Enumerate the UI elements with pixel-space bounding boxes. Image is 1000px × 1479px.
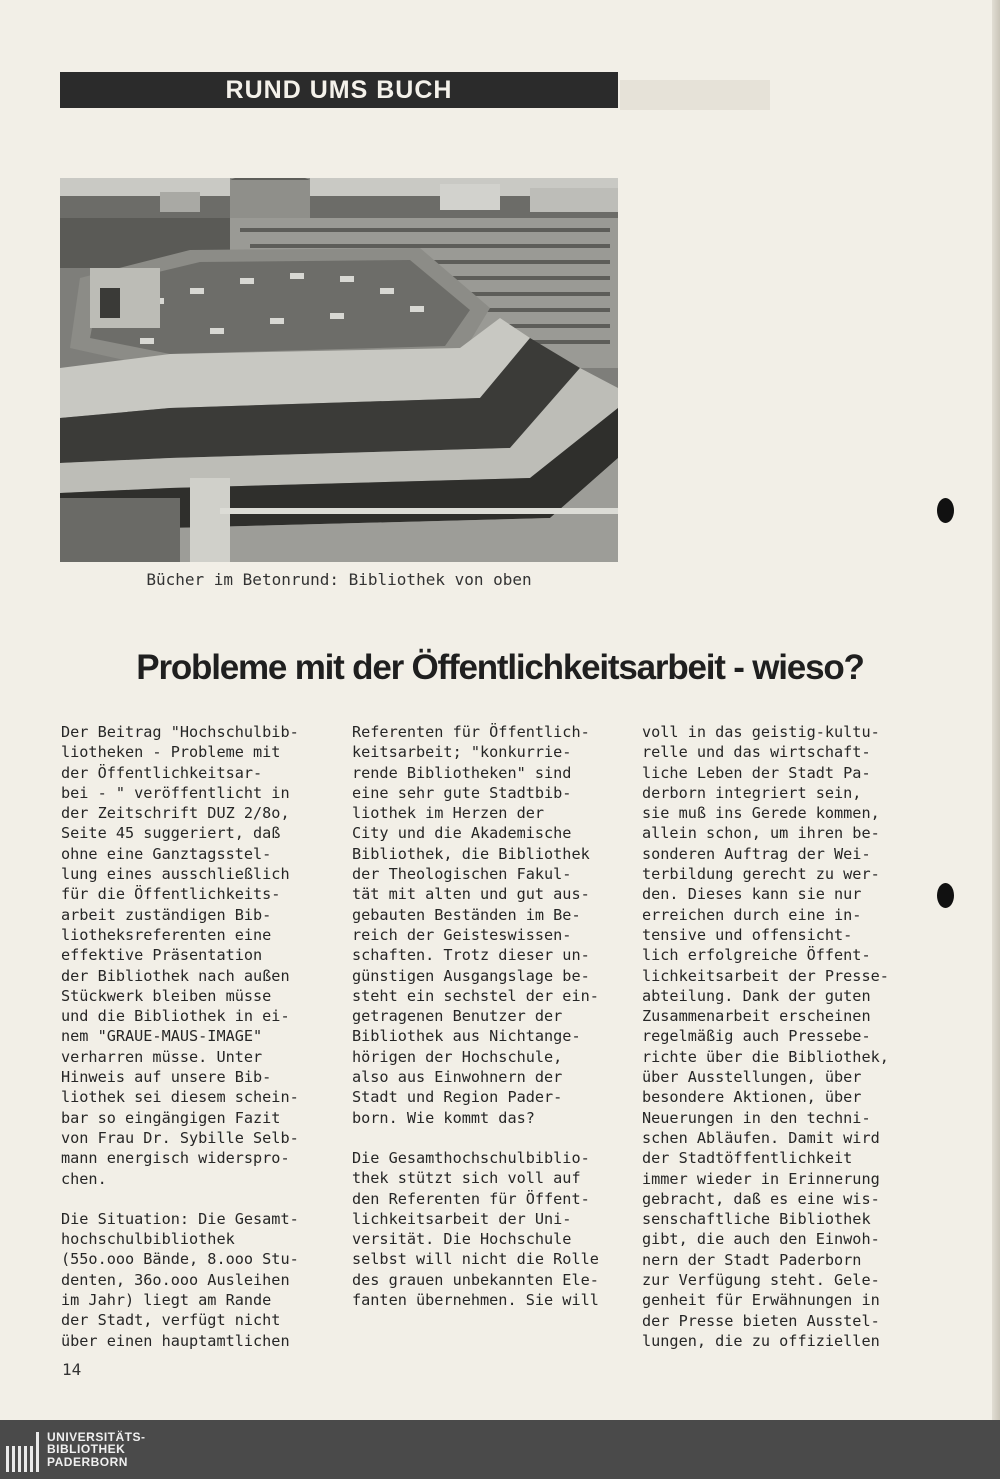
logo-line: BIBLIOTHEK bbox=[47, 1442, 126, 1457]
library-aerial-photo bbox=[60, 178, 618, 562]
article-headline: Probleme mit der Öffentlichkeitsarbeit - wieso? bbox=[136, 648, 864, 687]
paragraph: Die Situation: Die Gesamt- hochschulbibliothek (55o.ooo Bände, 8.ooo Stu- denten, 36o.ooo Ausleihen im Jahr) liegt am Rande der Stadt, verfügt nicht über einen hauptamtlichen bbox=[61, 1209, 299, 1350]
library-logo-text bbox=[47, 1431, 146, 1469]
library-footer-bar bbox=[0, 1420, 1000, 1479]
paragraph: Der Beitrag "Hochschulbib- liotheken - Probleme mit der Öffentlichkeitsar- bei - " veröffentlicht in der Zeitschrift DUZ 2/8o, Seite 45 suggeriert, daß ohne eine Ganztagsstel- lung eines ausschließlich für die Öffentlichkeits- arbeit zuständigen Bib- liotheksreferenten eine effektive Präsentation der Bibliothek nach außen Stückwerk bleiben müsse und die Bibliothek in ei- nem "GRAUE-MAUS-IMAGE" verharren müsse. Unter Hinweis auf unsere Bib- liothek sei diesem schein- bar so eingängigen Fazit von Frau Dr. Sybille Selb- mann energisch widerspro- chen. bbox=[61, 723, 299, 1188]
logo-line: PADERBORN bbox=[47, 1454, 128, 1469]
punch-hole bbox=[937, 498, 954, 523]
punch-hole bbox=[937, 883, 954, 908]
photo-caption: Bücher im Betonrund: Bibliothek von oben bbox=[146, 570, 532, 589]
paragraph: Referenten für Öffentlich- keitsarbeit; "konkurrie- rende Bibliotheken" sind eine sehr gute Stadtbib- liothek im Herzen der City und die Akademische Bibliothek, die Bibliothek der Theologischen Fakul- tät mit alten und gut aus- gebauten Beständen im Be- reich der Geisteswissen- schaften. Trotz dieser un- günstigen Ausgangslage be- steht ein sechstel der ein- getragenen Benutzer der Bibliothek aus Nichtange- hörigen der Hochschule, also aus Einwohnern der Stadt und Region Pader- born. Wie kommt das? bbox=[352, 723, 599, 1127]
section-header bbox=[60, 72, 618, 108]
show-through-smudge bbox=[620, 80, 770, 110]
article-column-1 bbox=[61, 722, 351, 1371]
article-column-2 bbox=[352, 722, 642, 1330]
section-title: RUND UMS BUCH bbox=[225, 75, 453, 104]
article-column-3 bbox=[642, 722, 932, 1371]
page-edge-shadow bbox=[992, 0, 1000, 1420]
library-logo-icon bbox=[6, 1428, 39, 1472]
paragraph: voll in das geistig-kultu- relle und das wirtschaft- liche Leben der Stadt Pa- derborn integriert sein, sie muß ins Gerede kommen, allein schon, um ihren be- sonderen Auftrag der Wei- terbildung gerecht zu wer- den. Dieses kann sie nur erreichen durch eine in- tensive und offensicht- lich erfolgreiche Öffent- lichkeitsarbeit der Presse- abteilung. Dank der guten Zusammenarbeit erscheinen regelmäßig auch Pressebe- richte über die Bibliothek, über Ausstellungen, über besondere Aktionen, über Neuerungen in den techni- schen Abläufen. Damit wird der Stadtöffentlichkeit immer wieder in Erinnerung gebracht, daß es eine wis- senschaftliche Bibliothek gibt, die auch den Einwoh- nern der Stadt Paderborn zur Verfügung steht. Gele- genheit für Erwähnungen in der Presse bieten Ausstel- lungen, die zu offiziellen bbox=[642, 723, 889, 1350]
logo-line: UNIVERSITÄTS- bbox=[47, 1429, 146, 1444]
paragraph: Die Gesamthochschulbiblio- thek stützt sich voll auf den Referenten für Öffent- lichkeitsarbeit der Uni- versität. Die Hochschule selbst will nicht die Rolle des grauen unbekannten Ele- fanten übernehmen. Sie will bbox=[352, 1148, 599, 1310]
page-number: 14 bbox=[62, 1360, 82, 1379]
